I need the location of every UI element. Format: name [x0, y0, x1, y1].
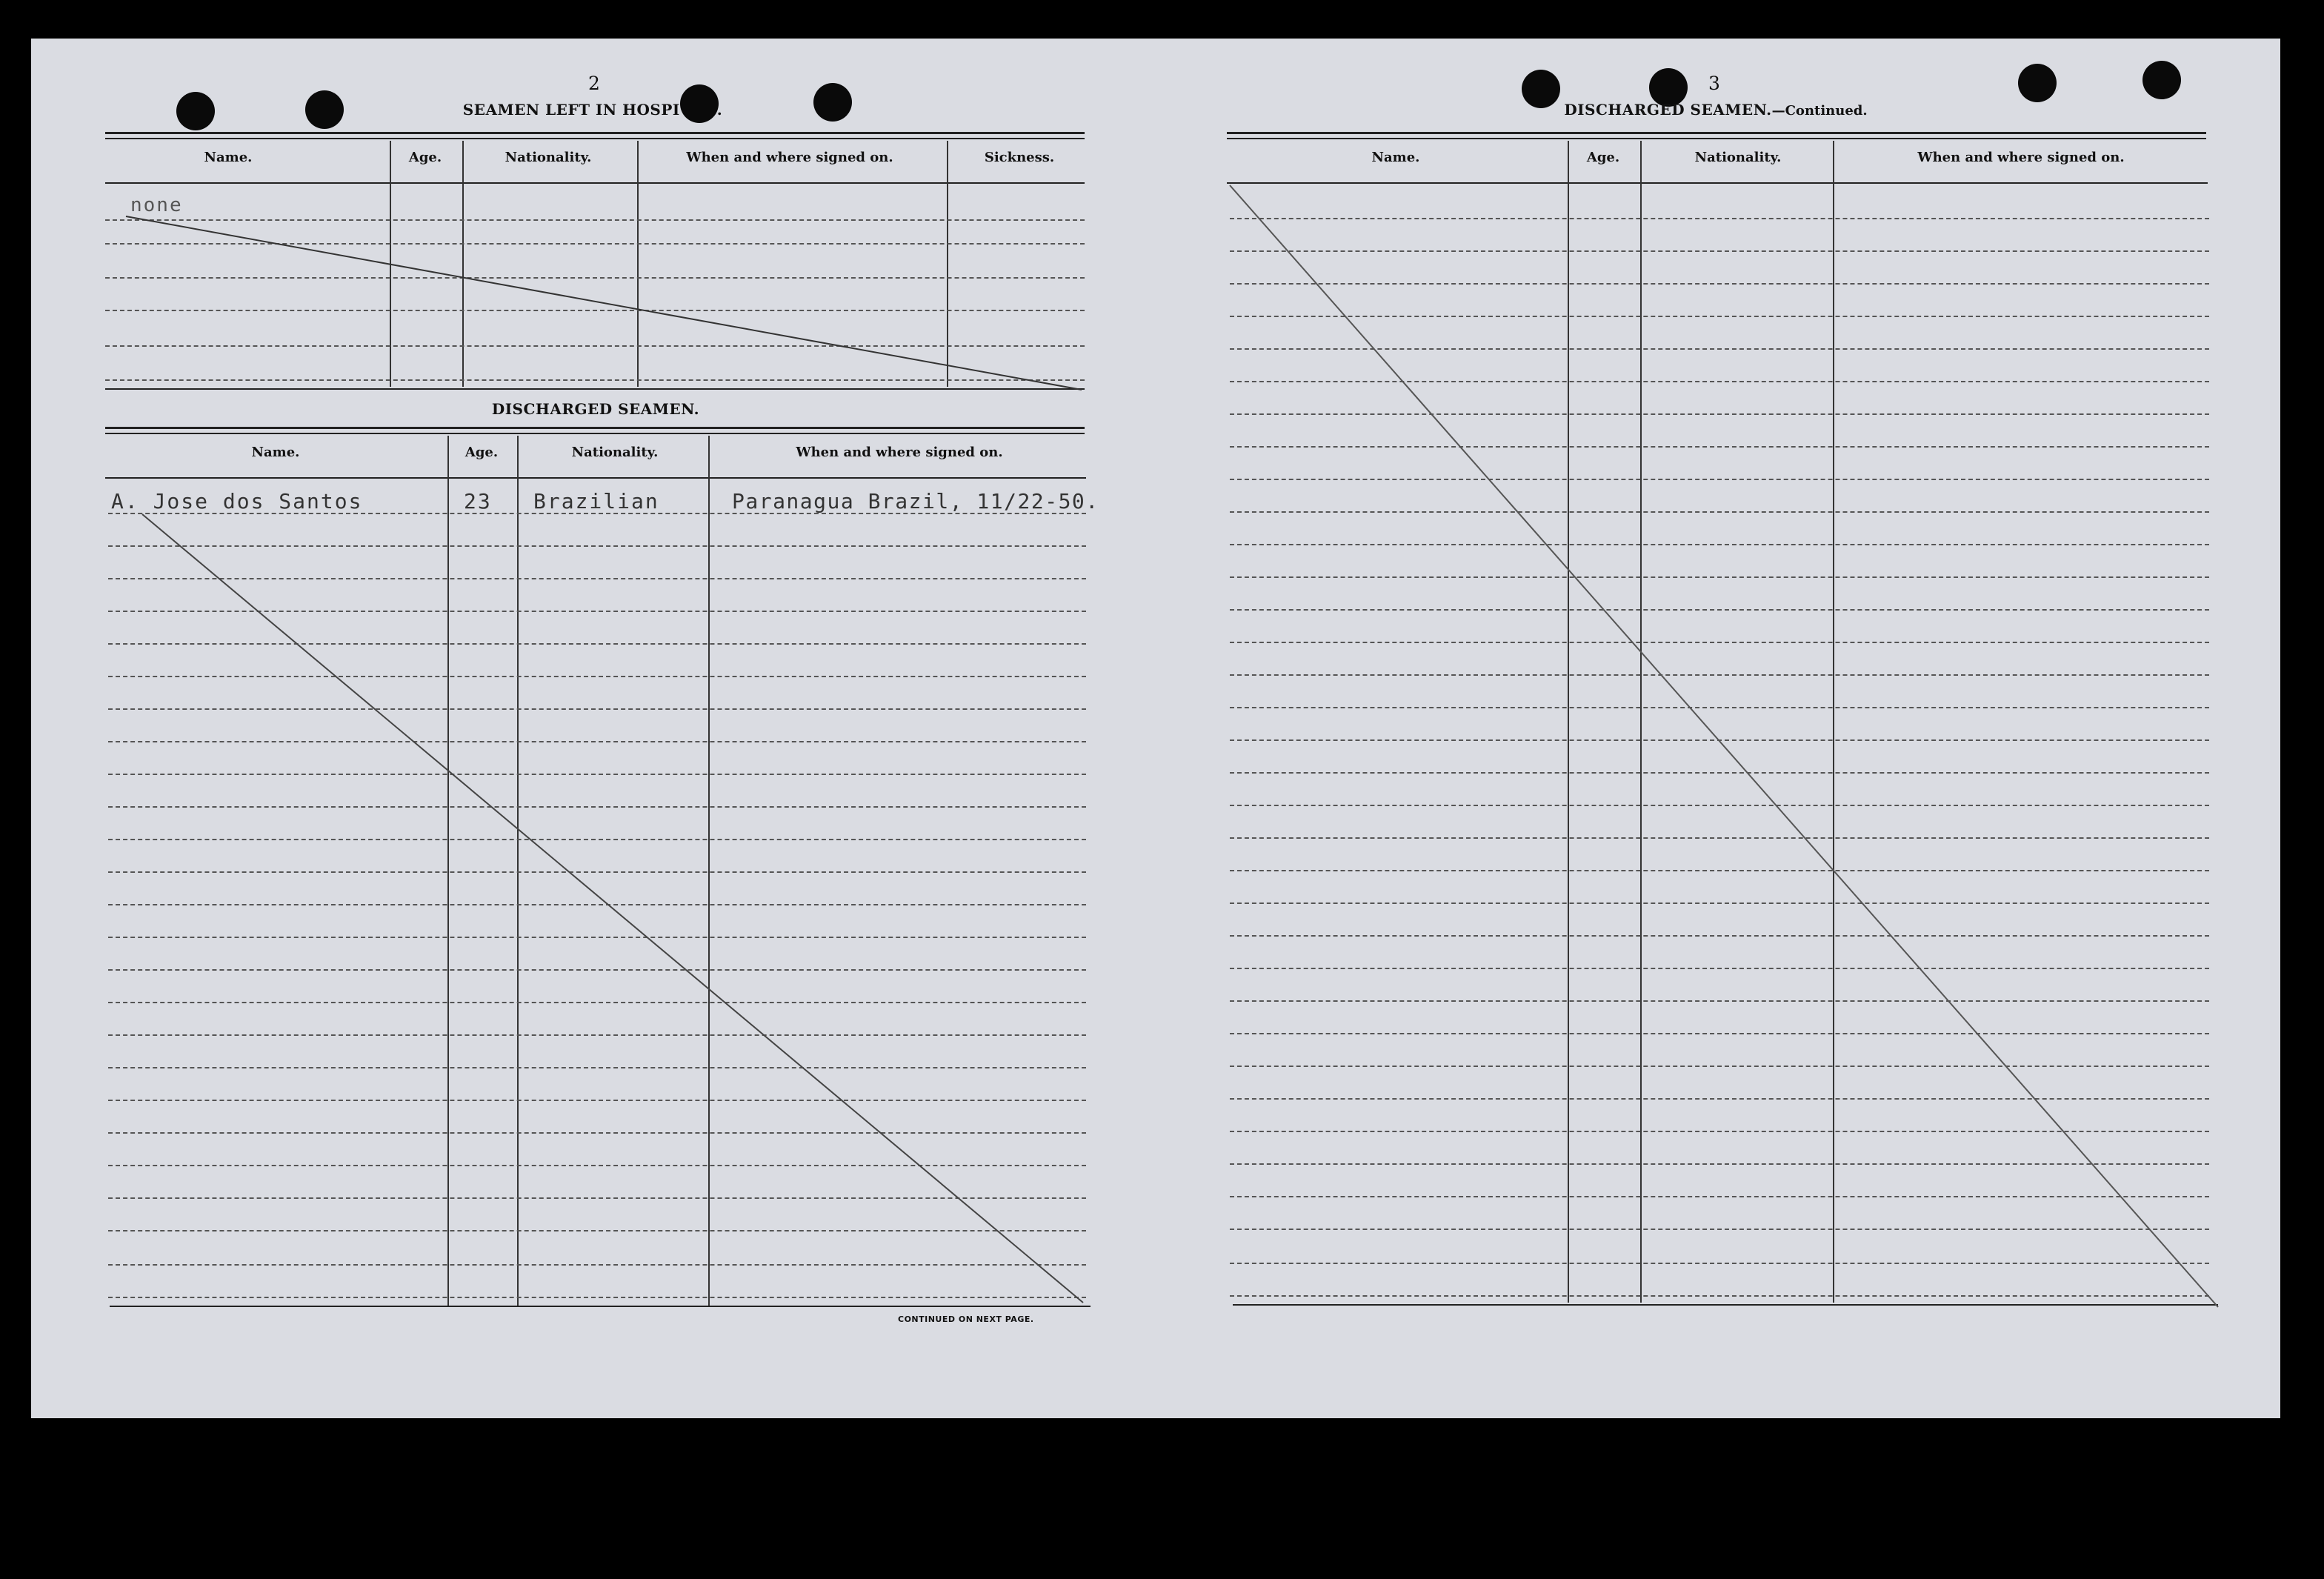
column-divider [517, 436, 519, 1306]
table-top-rule [105, 433, 1085, 434]
row-line [1230, 772, 2209, 774]
row-line [108, 806, 1086, 808]
row-line [108, 904, 1086, 905]
seaman-signed-on: Paranagua Brazil, 11/22-50. [732, 489, 1099, 513]
column-divider [390, 141, 391, 387]
row-line [105, 345, 1085, 347]
row-line [108, 708, 1086, 710]
row-line [1230, 1033, 2209, 1034]
header-underline [105, 477, 1086, 479]
row-line [105, 277, 1085, 279]
row-line [108, 1067, 1086, 1068]
page-number: 2 [588, 73, 600, 94]
row-line [1230, 1196, 2209, 1197]
punch-hole [2142, 61, 2181, 99]
seaman-name: A. Jose dos Santos [111, 489, 363, 513]
row-line [108, 643, 1086, 645]
row-line [108, 937, 1086, 938]
row-line [108, 1132, 1086, 1134]
table-bottom-rule [110, 1306, 1091, 1307]
row-line [105, 243, 1085, 245]
row-line [1230, 968, 2209, 969]
row-line [1230, 837, 2209, 839]
hospital-section-title: SEAMEN LEFT IN HOSPI . [462, 101, 723, 119]
punch-hole [305, 90, 344, 129]
row-line [1230, 511, 2209, 513]
row-line [108, 1297, 1086, 1298]
punch-hole [1522, 70, 1560, 108]
row-line [1230, 1295, 2209, 1297]
row-line [1230, 283, 2209, 285]
table-top-rule [105, 132, 1085, 134]
column-header-age: Age. [1586, 150, 1620, 165]
row-line [1230, 707, 2209, 708]
column-header-nationality: Nationality. [571, 445, 659, 460]
seaman-nationality: Brazilian [533, 489, 659, 513]
row-line [108, 1197, 1086, 1199]
row-line [1230, 739, 2209, 741]
row-line [1230, 479, 2209, 480]
row-line [1230, 674, 2209, 676]
row-line [1230, 381, 2209, 382]
row-line [108, 578, 1086, 579]
row-line [1230, 935, 2209, 937]
table-bottom-rule [105, 388, 1085, 390]
column-header-nationality: Nationality. [505, 150, 592, 165]
column-divider [947, 141, 948, 387]
row-line [1230, 1000, 2209, 1002]
column-header-name: Name. [251, 445, 300, 460]
row-line [105, 219, 1085, 221]
row-line [108, 1264, 1086, 1266]
row-line [1230, 805, 2209, 806]
row-line [1230, 218, 2209, 219]
row-line [1230, 902, 2209, 904]
row-line [108, 1002, 1086, 1003]
row-line [1230, 413, 2209, 415]
row-line [1230, 1131, 2209, 1132]
row-line [108, 741, 1086, 742]
column-divider [447, 436, 449, 1306]
row-line [1230, 870, 2209, 871]
row-line [1230, 446, 2209, 448]
row-line [108, 969, 1086, 971]
table-top-rule [1227, 138, 2206, 139]
row-line [108, 871, 1086, 873]
row-line [108, 545, 1086, 547]
row-line [1230, 576, 2209, 578]
header-underline [1227, 182, 2208, 184]
column-header-nationality: Nationality. [1694, 150, 1782, 165]
row-line [1230, 250, 2209, 252]
column-header-signed-on: When and where signed on. [1917, 150, 2125, 165]
column-divider [462, 141, 464, 387]
page-number: 3 [1708, 73, 1720, 94]
column-header-name: Name. [1371, 150, 1420, 165]
column-divider [637, 141, 639, 387]
row-line [108, 676, 1086, 677]
row-line [1230, 1263, 2209, 1264]
row-line [108, 1230, 1086, 1231]
table-bottom-rule [1233, 1304, 2218, 1306]
row-line [108, 1100, 1086, 1101]
table-top-rule [1227, 132, 2206, 134]
row-line [1230, 1066, 2209, 1067]
row-line [108, 1034, 1086, 1036]
row-line [1230, 642, 2209, 643]
row-line [1230, 1163, 2209, 1165]
column-divider [708, 436, 710, 1306]
column-header-sickness: Sickness. [984, 150, 1055, 165]
row-line [1230, 609, 2209, 611]
document-sheet [31, 39, 2280, 1418]
row-line [1230, 348, 2209, 350]
row-line [1230, 1229, 2209, 1230]
continued-footer: CONTINUED ON NEXT PAGE. [898, 1314, 1034, 1324]
punch-hole [813, 83, 852, 122]
row-line [105, 310, 1085, 311]
table-top-rule [105, 427, 1085, 429]
column-header-signed-on: When and where signed on. [796, 445, 1003, 460]
row-line [1230, 544, 2209, 545]
seaman-age: 23 [464, 489, 492, 513]
table-top-rule [105, 138, 1085, 139]
discharged-section-title: DISCHARGED SEAMEN. [491, 400, 700, 418]
header-underline [105, 182, 1085, 184]
punch-hole [2018, 64, 2057, 102]
column-header-age: Age. [408, 150, 442, 165]
punch-hole [176, 92, 215, 130]
row-line [1230, 316, 2209, 317]
row-line [105, 379, 1085, 381]
row-line [108, 611, 1086, 612]
row-line [108, 839, 1086, 840]
column-header-name: Name. [204, 150, 253, 165]
column-header-signed-on: When and where signed on. [686, 150, 893, 165]
hospital-entry-none: none [130, 194, 183, 216]
discharged-continued-title: DISCHARGED SEAMEN.—Continued. [1564, 101, 1868, 119]
row-line [108, 774, 1086, 775]
column-header-age: Age. [465, 445, 499, 460]
row-line [108, 1165, 1086, 1166]
row-line [1230, 1098, 2209, 1100]
